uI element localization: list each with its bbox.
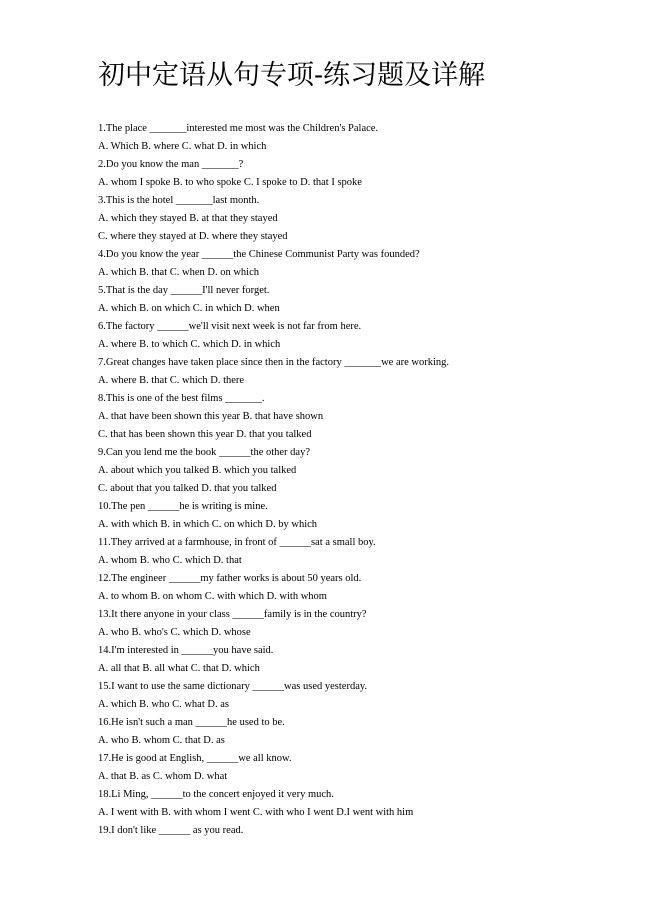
options-line: A. where B. that C. which D. there — [98, 375, 245, 386]
options-line: A. where B. to which C. which D. in which — [98, 339, 281, 350]
question-line: 5.That is the day ______I'll never forget. — [98, 285, 270, 296]
question-line: 14.I'm interested in ______you have said. — [98, 645, 274, 656]
question-line: 11.They arrived at a farmhouse, in front of ______sat a small boy. — [98, 537, 376, 548]
options-line: C. where they stayed at D. where they stayed — [98, 231, 288, 242]
question-line: 10.The pen ______he is writing is mine. — [98, 501, 268, 512]
question-line: 16.He isn't such a man ______he used to be. — [98, 717, 285, 728]
question-line: 6.The factory ______we'll visit next week is not far from here. — [98, 321, 362, 332]
options-line: A. about which you talked B. which you talked — [98, 465, 297, 476]
question-line: 13.It there anyone in your class ______family is in the country? — [98, 609, 367, 620]
options-line: A. which B. who C. what D. as — [98, 699, 229, 710]
question-line: 9.Can you lend me the book ______the other day? — [98, 447, 310, 458]
question-line: 15.I want to use the same dictionary ______was used yesterday. — [98, 681, 368, 692]
options-line: A. I went with B. with whom I went C. with who I went D.I went with him — [98, 807, 414, 818]
options-line: A. who B. whom C. that D. as — [98, 735, 225, 746]
options-line: A. with which B. in which C. on which D. by which — [98, 519, 318, 530]
options-line: A. which they stayed B. at that they stayed — [98, 213, 278, 224]
options-line: A. who B. who's C. which D. whose — [98, 627, 251, 638]
question-line: 19.I don't like ______ as you read. — [98, 825, 244, 836]
options-line: A. Which B. where C. what D. in which — [98, 141, 267, 152]
options-line: A. whom B. who C. which D. that — [98, 555, 242, 566]
options-line: A. which B. that C. when D. on which — [98, 267, 259, 278]
question-line: 8.This is one of the best films _______. — [98, 393, 265, 404]
document-title: 初中定语从句专项-练习题及详解 — [98, 60, 486, 91]
options-line: C. that has been shown this year D. that you talked — [98, 429, 312, 440]
options-line: A. which B. on which C. in which D. when — [98, 303, 280, 314]
question-line: 3.This is the hotel _______last month. — [98, 195, 260, 206]
question-line: 12.The engineer ______my father works is about 50 years old. — [98, 573, 362, 584]
question-line: 18.Li Ming, ______to the concert enjoyed it very much. — [98, 789, 334, 800]
options-line: A. all that B. all what C. that D. which — [98, 663, 260, 674]
question-line: 4.Do you know the year ______the Chinese Communist Party was founded? — [98, 249, 420, 260]
question-line: 2.Do you know the man _______? — [98, 159, 244, 170]
question-line: 17.He is good at English, ______we all know. — [98, 753, 292, 764]
question-line: 1.The place _______interested me most was the Children's Palace. — [98, 123, 379, 134]
options-line: A. whom I spoke B. to who spoke C. I spoke to D. that I spoke — [98, 177, 362, 188]
options-line: A. that B. as C. whom D. what — [98, 771, 228, 782]
options-line: A. to whom B. on whom C. with which D. with whom — [98, 591, 327, 602]
options-line: C. about that you talked D. that you talked — [98, 483, 277, 494]
exercise-list — [98, 120, 618, 840]
options-line: A. that have been shown this year B. that have shown — [98, 411, 324, 422]
question-line: 7.Great changes have taken place since then in the factory _______we are working. — [98, 357, 450, 368]
